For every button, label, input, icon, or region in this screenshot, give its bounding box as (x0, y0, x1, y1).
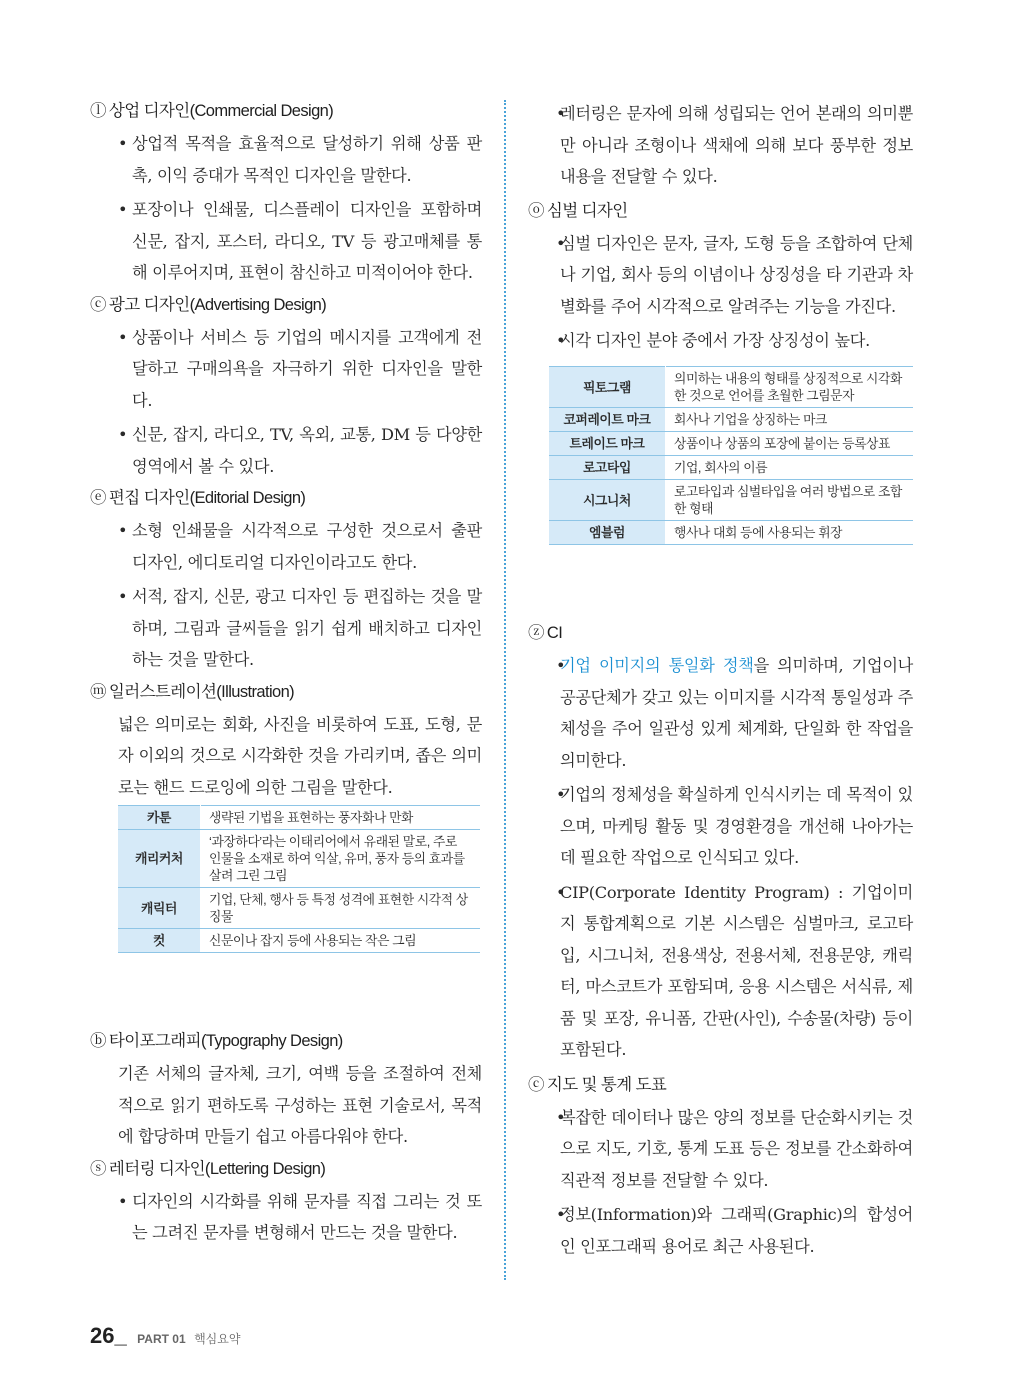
list-ci (528, 650, 913, 1066)
section-heading-ci: ⓩ CI (528, 624, 563, 642)
table-value: ‘과장하다’라는 이태리어에서 유래된 말로, 주로 인물을 소재로 하여 익살, 유머, 풍자 등의 효과를 살려 그린 그림 (201, 830, 481, 888)
table-value: 회사나 기업을 상징하는 마크 (666, 408, 914, 432)
list-item: • 레터링은 문자에 의해 성립되는 언어 본래의 의미뿐만 아니라 조형이나 색채에 의해 보다 풍부한 정보 내용을 전달할 수 있다. (528, 98, 913, 193)
column-divider (504, 100, 506, 1280)
right-column-lower (528, 620, 913, 1262)
right-column (528, 98, 913, 357)
list-item: • 정보(Information)와 그래픽(Graphic)의 합성어인 인포그래픽 용어로 최근 사용된다. (528, 1199, 913, 1262)
section-heading-symbol: ⓞ 심벌 디자인 (528, 201, 628, 220)
table-value: 기업, 회사의 이름 (666, 456, 914, 480)
section-heading-map-chart: ⓒ 지도 및 통계 도표 (528, 1075, 667, 1094)
illustration-types-table (118, 805, 480, 953)
list-item: • 신문, 잡지, 라디오, TV, 옥외, 교통, DM 등 다양한 영역에서 볼 수 있다. (90, 419, 482, 482)
section-heading-illustration: ⓜ 일러스트레이션(Illustration) (90, 682, 295, 701)
table-row (549, 367, 913, 408)
highlight-text: 기업 이미지의 통일화 정책 (560, 656, 754, 675)
table-row (549, 408, 913, 432)
list-item: • 기업 이미지의 통일화 정책을 의미하며, 기업이나 공공단체가 갖고 있는 이미지를 시각적 통일성과 주체성을 주어 일관성 있게 체계화, 단일화 한 작업을 의미한다. (528, 650, 913, 776)
table-row (118, 888, 480, 929)
list-item: • 상품이나 서비스 등 기업의 메시지를 고객에게 전달하고 구매의욕을 자극하기 위한 디자인을 말한다. (90, 322, 482, 417)
table-row (118, 830, 480, 888)
list-item: • 소형 인쇄물을 시각적으로 구성한 것으로서 출판 디자인, 에디토리얼 디자인이라고도 한다. (90, 515, 482, 578)
table-value: 생략된 기법을 표현하는 풍자화나 만화 (201, 806, 481, 830)
section-heading-commercial: ⓛ 상업 디자인(Commercial Design) (90, 102, 334, 120)
table-row (549, 521, 913, 545)
table-value: 행사나 대회 등에 사용되는 휘장 (666, 521, 914, 545)
table-row (549, 456, 913, 480)
table-row (549, 480, 913, 521)
list-item: • 디자인의 시각화를 위해 문자를 직접 그리는 것 또는 그려진 문자를 변형해서 만드는 것을 말한다. (90, 1186, 482, 1249)
list-map-chart (528, 1102, 913, 1263)
table-row (118, 806, 480, 830)
table-key: 컷 (118, 929, 201, 953)
list-item: • CIP(Corporate Identity Program) : 기업이미지 통합계획으로 기본 시스템은 심벌마크, 로고타입, 시그니처, 전용색상, 전용서체, 전용문양, 캐릭터, 마스코트가 포함되며, 응용 시스템은 서식류, 제품 및 포장, 유니폼, 간판(사인), 수송물(차량) 등이 포함된다. (528, 877, 913, 1066)
section-heading-lettering: ⓢ 레터링 디자인(Lettering Design) (90, 1159, 326, 1178)
list-item: • 복잡한 데이터나 많은 양의 정보를 단순화시키는 것으로 지도, 기호, 통계 도표 등은 정보를 간소화하여 직관적 정보를 전달할 수 있다. (528, 1102, 913, 1197)
part-label: PART 01 (137, 1332, 186, 1346)
table-key: 캐릭터 (118, 888, 201, 929)
list-advertising (90, 322, 482, 483)
list-item: • 시각 디자인 분야 중에서 가장 상징성이 높다. (528, 325, 913, 357)
symbol-types-table (549, 366, 913, 545)
table-value: 의미하는 내용의 형태를 상징적으로 시각화한 것으로 언어를 초월한 그림문자 (666, 367, 914, 408)
table-key: 카툰 (118, 806, 201, 830)
table-value: 신문이나 잡지 등에 사용되는 작은 그림 (201, 929, 481, 953)
left-column (90, 98, 482, 803)
table-value: 로고타입과 심벌타입을 여러 방법으로 조합한 형태 (666, 480, 914, 521)
section-heading-typography: ⓑ 타이포그래피(Typography Design) (90, 1032, 343, 1050)
left-column-lower (90, 1028, 482, 1249)
table-row (118, 929, 480, 953)
table-key: 시그니처 (549, 480, 666, 521)
page-number: 26_ (90, 1323, 127, 1348)
list-editorial (90, 515, 482, 676)
list-item: • 심벌 디자인은 문자, 글자, 도형 등을 조합하여 단체나 기업, 회사 등의 이념이나 상징성을 타 기관과 차별화를 주어 시각적으로 알려주는 기능을 가진다. (528, 228, 913, 323)
list-item: • 포장이나 인쇄물, 디스플레이 디자인을 포함하며 신문, 잡지, 포스터, 라디오, TV 등 광고매체를 통해 이루어지며, 표현이 참신하고 미적이어야 한다. (90, 194, 482, 289)
illustration-body: 넓은 의미로는 회화, 사진을 비롯하여 도표, 도형, 문자 이외의 것으로 시각화한 것을 가리키며, 좁은 의미로는 핸드 드로잉에 의한 그림을 말한다. (118, 714, 482, 797)
list-lettering-cont (528, 98, 913, 193)
table-key: 픽토그램 (549, 367, 666, 408)
list-item: • 기업의 정체성을 확실하게 인식시키는 데 목적이 있으며, 마케팅 활동 및 경영환경을 개선해 나아가는 데 필요한 작업으로 인식되고 있다. (528, 779, 913, 874)
page-footer (90, 1323, 240, 1349)
table-key: 코퍼레이트 마크 (549, 408, 666, 432)
table-key: 로고타입 (549, 456, 666, 480)
table-value: 기업, 단체, 행사 등 특정 성격에 표현한 시각적 상징물 (201, 888, 481, 929)
list-lettering (90, 1186, 482, 1249)
list-item: • 상업적 목적을 효율적으로 달성하기 위해 상품 판촉, 이익 증대가 목적인 디자인을 말한다. (90, 128, 482, 191)
section-heading-editorial: ⓔ 편집 디자인(Editorial Design) (90, 489, 306, 507)
list-item: • 서적, 잡지, 신문, 광고 디자인 등 편집하는 것을 말하며, 그림과 글씨들을 읽기 쉽게 배치하고 디자인하는 것을 말한다. (90, 581, 482, 676)
table-key: 엠블럼 (549, 521, 666, 545)
table-key: 트레이드 마크 (549, 432, 666, 456)
list-commercial (90, 128, 482, 289)
list-symbol (528, 228, 913, 357)
table-value: 상품이나 상품의 포장에 붙이는 등록상표 (666, 432, 914, 456)
part-subtitle: 핵심요약 (194, 1332, 241, 1346)
table-row (549, 432, 913, 456)
typography-body: 기존 서체의 글자체, 크기, 여백 등을 조절하여 전체적으로 읽기 편하도록 구성하는 표현 기술로서, 목적에 합당하며 만들기 쉽고 아름다워야 한다. (118, 1064, 482, 1146)
section-heading-advertising: ⓒ 광고 디자인(Advertising Design) (90, 295, 327, 314)
table-key: 캐리커처 (118, 830, 201, 888)
